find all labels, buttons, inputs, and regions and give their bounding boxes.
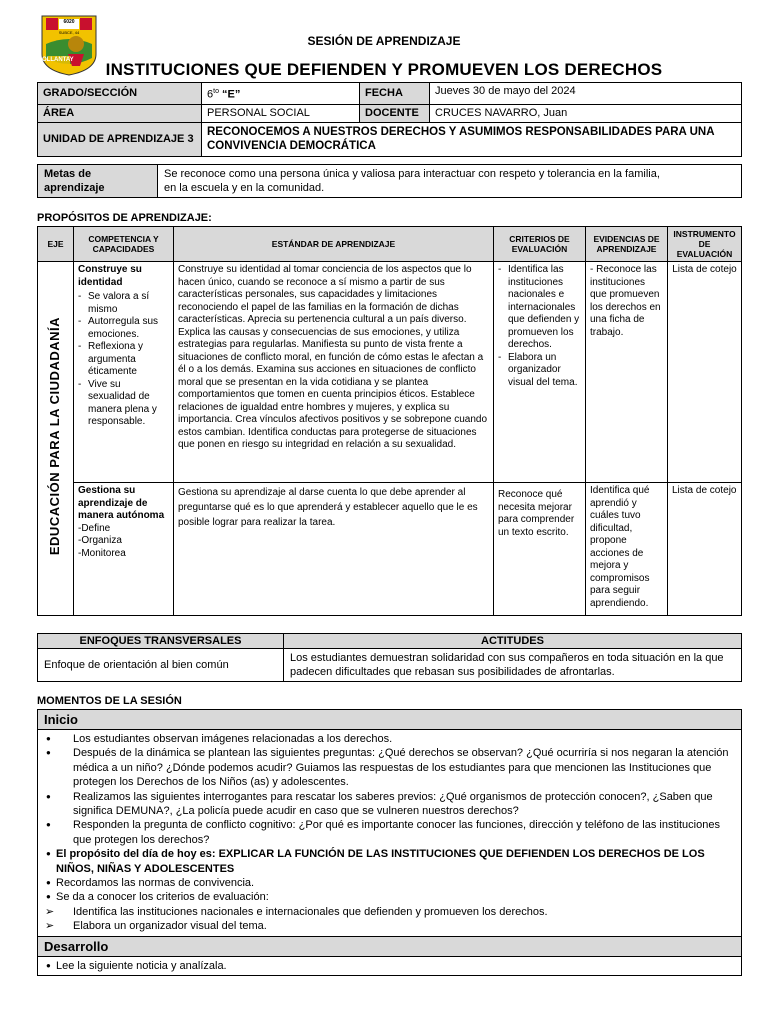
inicio-item: ● Después de la dinámica se plantean las siguientes preguntas: ¿Qué derechos se observan? ¿Qué ocurriría si nos negaran la atención médica a un niño? ¿Dónde podemos acudir? Guiamos las respuestas de los estudiantes para que mencionen las Instituciones que protegen los Derechos de los Niños (as) y adolescentes. (44, 746, 735, 789)
enfoques-table (37, 633, 742, 682)
logo-name: OLLANTAY (42, 57, 74, 63)
inicio-item: ● Realizamos las siguientes interrogantes para rescatar los saberes previos: ¿Qué organismos de protección conocen?, ¿Saben que significa DEMUNA?, ¿La policía puede acudir en caso que se vulneren nuestros derechos? (44, 790, 735, 819)
info-table (37, 82, 742, 157)
competencia-1: Construye su identidad - Se valora a sí mismo - Autorregula sus emociones. - Reflexiona y argumenta éticamente - Vive su sexualidad de manera plena y responsable. (74, 262, 174, 483)
inicio-item: ● Responden la pregunta de conflicto cognitivo: ¿Por qué es importante conocer las funciones, dirección y teléfono de las instituciones que protegen los derechos? (44, 818, 735, 847)
normas-item: ● Recordamos las normas de convivencia. (44, 876, 735, 890)
estandar-2: Gestiona su aprendizaje al darse cuenta lo que debe aprender al preguntarse qué es lo que aprenderá y establecer aquello que le es posible lograr para realizar la tarea. (174, 483, 494, 616)
header-competencia: COMPETENCIA Y CAPACIDADES (74, 227, 174, 262)
criterios-2: Reconoce qué necesita mejorar para comprender un texto escrito. (494, 483, 586, 616)
area-label: ÁREA (38, 104, 202, 122)
criterio-item: ➢ Identifica las instituciones nacionales e internacionales que defienden y promueven los derechos. (44, 905, 735, 919)
area-value: PERSONAL SOCIAL (202, 104, 360, 122)
propositos-table (37, 226, 742, 616)
evidencia-1: - Reconoce las instituciones que promueven los derechos en una ficha de trabajo. (586, 262, 668, 483)
header-actitudes: ACTITUDES (284, 634, 742, 649)
page-title: INSTITUCIONES QUE DEFIENDEN Y PROMUEVEN LOS DERECHOS (105, 60, 663, 79)
propositos-label: PROPÓSITOS DE APRENDIZAJE: (37, 212, 212, 224)
desarrollo-body (38, 956, 742, 975)
grado-label: GRADO/SECCIÓN (38, 83, 202, 105)
instrumento-1: Lista de cotejo (668, 262, 742, 483)
proposito-item: ● El propósito del día de hoy es: EXPLICAR LA FUNCIÓN DE LAS INSTITUCIONES QUE DEFIENDEN LOS DERECHOS DE LOS NIÑOS, NIÑAS Y ADOLESCENTES (44, 847, 735, 876)
inicio-item: ● Los estudiantes observan imágenes relacionadas a los derechos. (44, 732, 735, 746)
momentos-table (37, 709, 742, 976)
estandar-1: Construye su identidad al tomar conciencia de los aspectos que lo hacen único, cuando se reconoce a sí mismo a partir de sus características personales, sus capacidades y limitaciones reconociendo el papel de las familias en la formación de dichas características. Aprecia su pertenencia cultural a un país diverso. Explica las causas y consecuencias de sus emociones, y utiliza estrategias para regularlas. Manifiesta su punto de vista frente a situaciones de conflicto moral, en función de cómo estas le afectan a él o a los demás. Examina sus acciones en situaciones de conflicto moral que se presentan en la vida cotidiana y se plantea comportamientos que tomen en cuenta principios éticos. Establece relaciones de igualdad entre hombres y mujeres, y explica su importancia. Crea vínculos afectivos positivos y se sobrepone cuando estos cambian. Identifica conductas para protegerse de situaciones que ponen en riesgo su integridad en relación a su sexualidad. (174, 262, 494, 483)
header-evidencias: EVIDENCIAS DE APRENDIZAJE (586, 227, 668, 262)
grado-value: $6^{to}$ “E” (202, 83, 360, 105)
inicio-header: Inicio (38, 710, 742, 730)
metas-text: Se reconoce como una persona única y valiosa para interactuar con respeto y tolerancia en la familia, en la escuela y en la comunidad. (158, 165, 742, 198)
enfoque-value: Enfoque de orientación al bien común (38, 649, 284, 682)
evidencia-2: Identifica qué aprendió y cuáles tuvo dificultad, propone acciones de mejora y compromisos para seguir aprendiendo. (586, 483, 668, 616)
session-subtitle: SESIÓN DE APRENDIZAJE (307, 34, 461, 48)
header-instrumento: INSTRUMENTO DE EVALUACIÓN (668, 227, 742, 262)
logo-number: 6020 (63, 19, 75, 25)
instrumento-2: Lista de cotejo (668, 483, 742, 616)
desarrollo-item: ● Lee la siguiente noticia y analízala. (44, 959, 735, 973)
unidad-value: RECONOCEMOS A NUESTROS DERECHOS Y ASUMIMOS RESPONSABILIDADES PARA UNA CONVIVENCIA DEMOCRÁTICA (202, 122, 742, 156)
momentos-label: MOMENTOS DE LA SESIÓN (37, 695, 182, 707)
metas-table (37, 164, 742, 198)
desarrollo-header: Desarrollo (38, 936, 742, 956)
header-enfoques: ENFOQUES TRANSVERSALES (38, 634, 284, 649)
actitud-value: Los estudiantes demuestran solidaridad con sus compañeros en toda situación en la que padecen dificultades que rebasan sus posibilidades de afrontarlas. (284, 649, 742, 682)
header-eje: EJE (38, 227, 74, 262)
docente-label: DOCENTE (360, 104, 430, 122)
unidad-label: UNIDAD DE APRENDIZAJE 3 (38, 122, 202, 156)
docente-value: CRUCES NAVARRO, Juan (430, 104, 742, 122)
fecha-label: FECHA (360, 83, 430, 105)
metas-label: Metas de aprendizaje (38, 165, 158, 198)
criterio-item: ➢ Elabora un organizador visual del tema. (44, 919, 735, 933)
inicio-body (38, 730, 742, 937)
header-criterios: CRITERIOS DE EVALUACIÓN (494, 227, 586, 262)
criterios-1: - Identifica las instituciones nacionales e internacionales que defienden y promueven los derechos. - Elabora un organizador visual del tema. (494, 262, 586, 483)
header-estandar: ESTÁNDAR DE APRENDIZAJE (174, 227, 494, 262)
logo-caption: SUBCE, 44 (58, 30, 80, 35)
competencia-2: Gestiona su aprendizaje de manera autónoma -Define -Organiza -Monitorea (74, 483, 174, 616)
fecha-value: Jueves 30 de mayo del 2024 (430, 83, 742, 105)
criterios-intro: ● Se da a conocer los criterios de evaluación: (44, 890, 735, 904)
eje-cell: EDUCACIÓN PARA LA CIUDADANÍA (38, 262, 74, 616)
